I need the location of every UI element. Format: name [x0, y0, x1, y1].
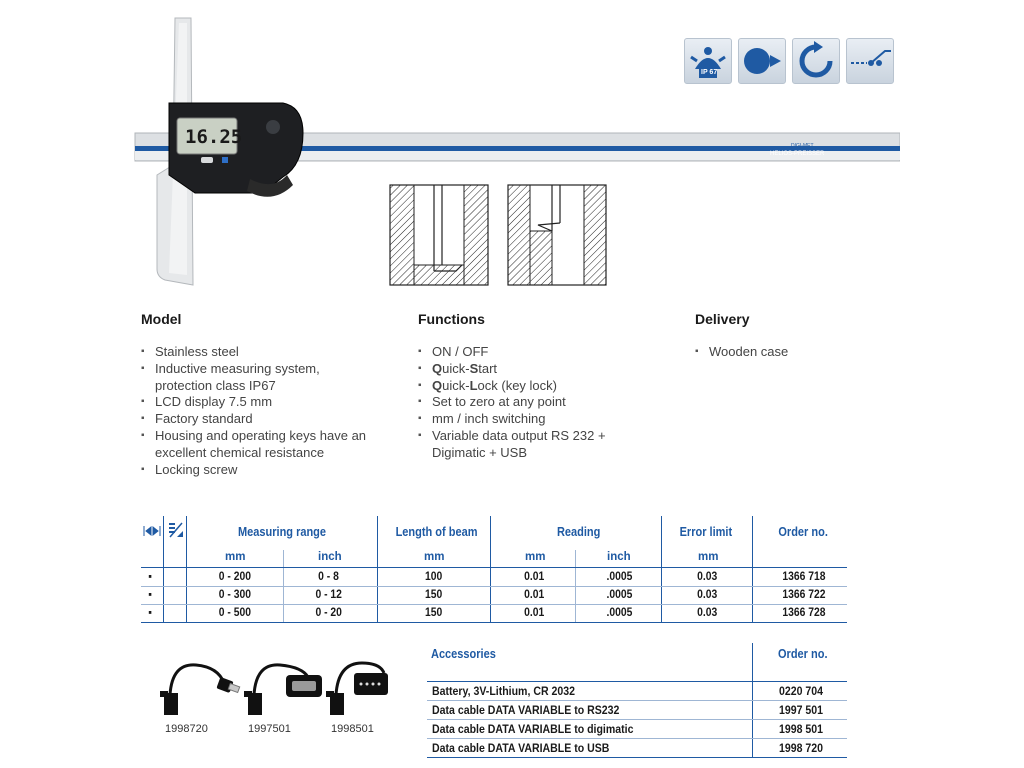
cell-range-inch: 0 - 8 [318, 571, 339, 583]
usb-cable-image [160, 665, 240, 715]
digimatic-cable-image [326, 663, 388, 715]
cable-code-rs232: 1997501 [248, 723, 291, 735]
model-list [141, 344, 366, 478]
cell-error: 0.03 [697, 571, 718, 583]
cell-beam: 150 [424, 589, 443, 601]
cell-read-inch: .0005 [606, 571, 633, 583]
brand-line1: DIGI-MET [791, 143, 814, 149]
brand-line2: HELIOS-PREISSER [770, 151, 825, 157]
model-item: ▪ Inductive measuring system, [141, 361, 366, 378]
row-marker: ▪ [148, 589, 152, 601]
cell-order-no: 1366 722 [782, 589, 826, 601]
row-marker: ▪ [148, 571, 152, 583]
model-item: ▪ Housing and operating keys have an [141, 428, 366, 445]
function-item-quick-lock: ▪ Quick-Lock (key lock) [418, 378, 606, 395]
function-item: ▪ mm / inch switching [418, 411, 606, 428]
data-cable-illustrations [158, 655, 388, 721]
unit-mm: mm [525, 551, 546, 563]
cell-read-mm: 0.01 [524, 571, 545, 583]
unit-mm: mm [424, 551, 445, 563]
lcd-display-value: 16.25 [185, 126, 243, 148]
data-interface-icon [168, 521, 184, 539]
header-measuring-range: Measuring range [238, 525, 327, 539]
accessory-name: Data cable DATA VARIABLE to USB [432, 741, 610, 755]
accessories-order-heading: Order no. [778, 647, 828, 661]
cell-error: 0.03 [697, 607, 718, 619]
functions-list [418, 344, 606, 462]
cell-read-inch: .0005 [606, 607, 633, 619]
accessory-name: Battery, 3V-Lithium, CR 2032 [432, 684, 575, 698]
header-reading: Reading [556, 525, 601, 539]
header-error-limit: Error limit [679, 525, 733, 539]
row-marker: ▪ [148, 607, 152, 619]
cell-range-mm: 0 - 300 [218, 589, 252, 601]
model-item-continued: protection class IP67 [155, 377, 276, 393]
accessory-name: Data cable DATA VARIABLE to digimatic [432, 722, 634, 736]
unit-inch: inch [318, 551, 342, 563]
accessories-heading: Accessories [431, 647, 496, 661]
cell-order-no: 1366 728 [782, 607, 826, 619]
delivery-item: ▪ Wooden case [695, 344, 788, 361]
cell-range-mm: 0 - 500 [218, 607, 252, 619]
cable-code-usb: 1998720 [165, 723, 208, 735]
cell-beam: 100 [424, 571, 443, 583]
function-item: ▪ ON / OFF [418, 344, 606, 361]
accessory-order-no: 1997 501 [779, 703, 824, 717]
cell-range-inch: 0 - 20 [315, 607, 342, 619]
accessory-order-no: 1998 720 [779, 741, 824, 755]
cell-range-inch: 0 - 12 [315, 589, 342, 601]
cell-order-no: 1366 718 [782, 571, 826, 583]
application-diagrams [388, 183, 608, 288]
unit-mm: mm [698, 551, 719, 563]
cell-read-mm: 0.01 [524, 607, 545, 619]
function-item: ▪ Set to zero at any point [418, 394, 606, 411]
rs232-cable-image [244, 665, 322, 715]
model-item-continued: excellent chemical resistance [155, 444, 325, 460]
cable-code-digimatic: 1998501 [331, 723, 374, 735]
model-item: ▪ Stainless steel [141, 344, 366, 361]
accessory-order-no: 0220 704 [779, 684, 824, 698]
caliper-range-icon [143, 524, 161, 538]
cell-beam: 150 [424, 607, 443, 619]
unit-mm: mm [225, 551, 246, 563]
function-item: ▪ Variable data output RS 232 + [418, 428, 606, 445]
functions-heading: Functions [418, 311, 485, 327]
model-heading: Model [141, 311, 182, 327]
function-item-continued: Digimatic + USB [432, 444, 527, 460]
delivery-heading: Delivery [695, 311, 750, 327]
cell-error: 0.03 [697, 589, 718, 601]
function-item-quick-start: ▪ Quick-Start [418, 361, 606, 378]
accessory-name: Data cable DATA VARIABLE to RS232 [432, 703, 620, 717]
ip67-label: IP 67 [701, 69, 718, 76]
header-order-no: Order no. [778, 525, 828, 539]
cell-read-inch: .0005 [606, 589, 633, 601]
model-item: ▪ Factory standard [141, 411, 366, 428]
unit-inch: inch [607, 551, 631, 563]
cell-range-mm: 0 - 200 [218, 571, 252, 583]
model-item: ▪ LCD display 7.5 mm [141, 394, 366, 411]
cell-read-mm: 0.01 [524, 589, 545, 601]
accessory-order-no: 1998 501 [779, 722, 824, 736]
model-item: ▪ Locking screw [141, 462, 366, 479]
delivery-list [695, 344, 788, 361]
header-length-of-beam: Length of beam [395, 525, 478, 539]
